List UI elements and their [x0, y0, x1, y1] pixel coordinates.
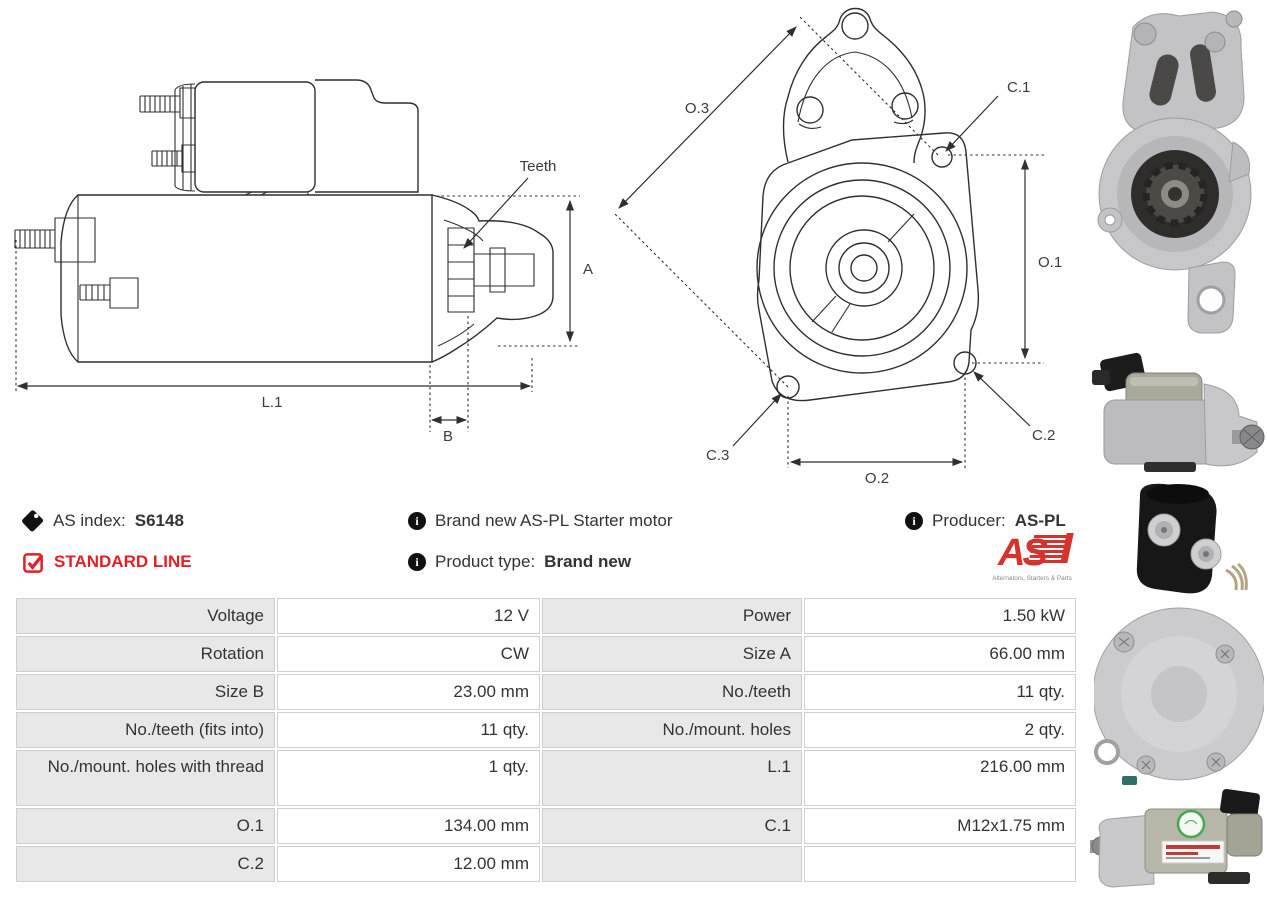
- c2-label: C.2: [1032, 427, 1056, 444]
- o3-label: O.3: [684, 100, 710, 117]
- front-view-diagram: [612, 0, 1072, 492]
- logo-as-text: AS: [998, 532, 1045, 574]
- spec-value: 1.50 kW: [804, 598, 1076, 634]
- spec-label: No./mount. holes with thread: [16, 750, 275, 806]
- spec-value: 12.00 mm: [277, 846, 540, 882]
- as-index-label: AS index:: [53, 511, 126, 530]
- spec-value: 23.00 mm: [277, 674, 540, 710]
- dimension-l1: [16, 240, 532, 411]
- spec-value: CW: [277, 636, 540, 672]
- spec-label: C.2: [16, 846, 275, 882]
- checkbox-checked-icon: [22, 551, 45, 574]
- product-type-line: [408, 551, 631, 573]
- spec-value: 12 V: [277, 598, 540, 634]
- spec-label: No./mount. holes: [542, 712, 802, 748]
- brand-new-line: [408, 510, 672, 532]
- product-photo-rear-view: [1094, 482, 1264, 794]
- brand-new-text: Brand new AS-PL Starter motor: [435, 511, 673, 530]
- info-icon: i: [408, 553, 426, 571]
- spec-value: 134.00 mm: [277, 808, 540, 844]
- as-index-line: [22, 510, 184, 532]
- o1-label: O.1: [1038, 254, 1063, 271]
- tag-icon: [22, 510, 44, 532]
- spec-label: No./teeth (fits into): [16, 712, 275, 748]
- c1-label: C.1: [1007, 79, 1031, 96]
- teeth-label: Teeth: [519, 158, 557, 175]
- spec-value: 11 qty.: [277, 712, 540, 748]
- spec-label: C.1: [542, 808, 802, 844]
- product-photo-front-view: [1093, 2, 1265, 338]
- spec-label: Power: [542, 598, 802, 634]
- body-terminal-studs: [15, 218, 138, 308]
- standard-line-label: STANDARD LINE: [54, 552, 192, 571]
- spec-value: M12x1.75 mm: [804, 808, 1076, 844]
- dimension-a: [436, 196, 593, 346]
- spec-label: Rotation: [16, 636, 275, 672]
- l1-label: L.1: [261, 394, 283, 411]
- aspl-logo: [984, 527, 1080, 585]
- front-face-circles: [757, 163, 967, 373]
- info-icon: i: [905, 512, 923, 530]
- standard-line: [22, 551, 192, 573]
- spec-label: Size A: [542, 636, 802, 672]
- dimension-o1: [948, 155, 1062, 363]
- info-icon: i: [408, 512, 426, 530]
- a-label: A: [582, 261, 594, 278]
- spec-label: No./teeth: [542, 674, 802, 710]
- b-label: B: [442, 428, 454, 445]
- as-index-value: S6148: [134, 511, 184, 530]
- spec-value: [804, 846, 1076, 882]
- solenoid-terminal-studs: [140, 88, 195, 172]
- product-type-label: Product type:: [435, 552, 536, 571]
- spec-label: [542, 846, 802, 882]
- c2-c3-callouts: [706, 372, 1055, 464]
- spec-table: [16, 598, 1078, 882]
- hole-c1: [932, 147, 952, 167]
- dimension-o2: [788, 372, 965, 487]
- producer-label: Producer:: [932, 511, 1006, 530]
- product-photo-side-view: [1086, 340, 1267, 480]
- spec-value: 66.00 mm: [804, 636, 1076, 672]
- product-type-value: Brand new: [544, 552, 632, 571]
- spec-value: 1 qty.: [277, 750, 540, 806]
- spec-label: O.1: [16, 808, 275, 844]
- dimension-o3: [615, 15, 1030, 387]
- o2-label: O.2: [864, 470, 890, 487]
- drive-end-outline: [432, 195, 553, 362]
- dimension-b: [430, 316, 468, 445]
- solenoid-outline: [175, 80, 418, 195]
- product-photo-side-view-label: [1090, 788, 1267, 896]
- spec-label: Voltage: [16, 598, 275, 634]
- spec-value: 11 qty.: [804, 674, 1076, 710]
- spec-value: 216.00 mm: [804, 750, 1076, 806]
- logo-tagline: Alternators, Starters & Parts: [992, 575, 1072, 582]
- spec-label: Size B: [16, 674, 275, 710]
- spec-label: L.1: [542, 750, 802, 806]
- side-view-diagram: [8, 60, 608, 460]
- c3-label: C.3: [706, 447, 730, 464]
- producer-value: AS-PL: [1014, 511, 1066, 530]
- spec-value: 2 qty.: [804, 712, 1076, 748]
